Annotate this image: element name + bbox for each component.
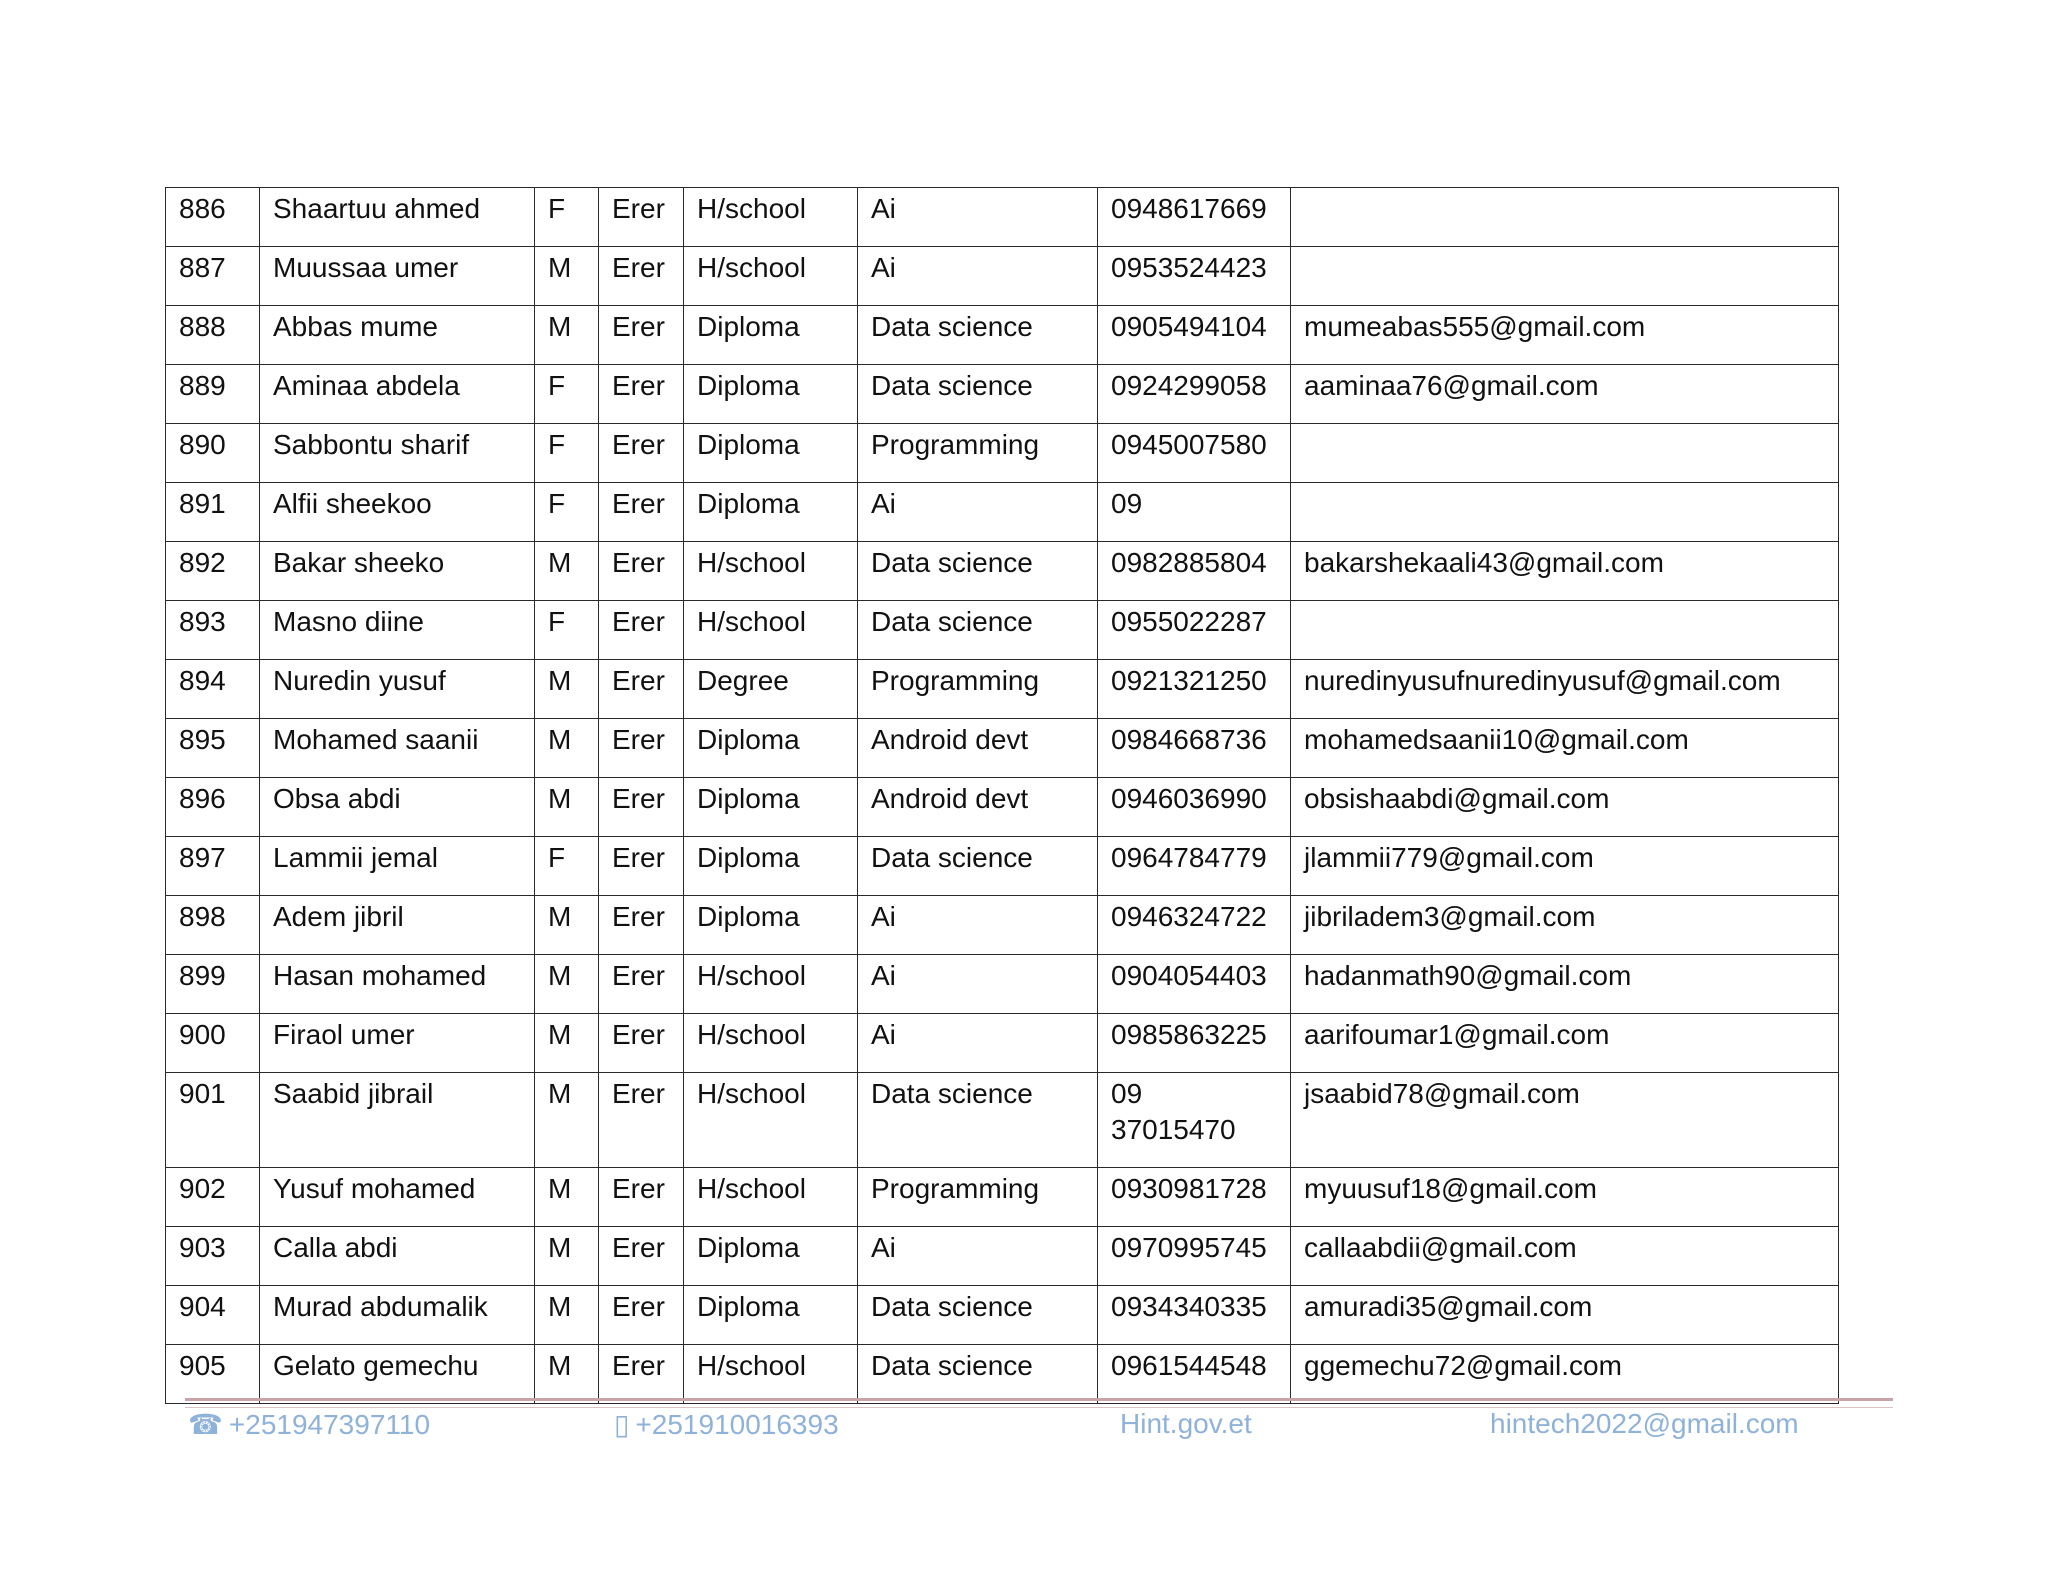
phone-cell: 0982885804: [1098, 542, 1291, 601]
table-row: [166, 837, 1839, 896]
phone-cell: 0984668736: [1098, 719, 1291, 778]
table-row: [166, 542, 1839, 601]
education-cell: Diploma: [684, 306, 858, 365]
field-cell: Data science: [858, 837, 1098, 896]
row-id-cell: 893: [166, 601, 260, 660]
phone-cell: 09: [1098, 483, 1291, 542]
name-cell: Gelato gemechu: [260, 1345, 535, 1404]
phone-cell: 0921321250: [1098, 660, 1291, 719]
table-row: [166, 306, 1839, 365]
footer-mobile: [614, 1408, 839, 1441]
name-cell: Saabid jibrail: [260, 1073, 535, 1168]
phone-cell: 0904054403: [1098, 955, 1291, 1014]
field-cell: Ai: [858, 955, 1098, 1014]
table-row: [166, 955, 1839, 1014]
row-id-cell: 891: [166, 483, 260, 542]
field-cell: Android devt: [858, 719, 1098, 778]
location-cell: Erer: [599, 719, 684, 778]
sex-cell: F: [535, 188, 599, 247]
row-id-cell: 894: [166, 660, 260, 719]
row-id-cell: 889: [166, 365, 260, 424]
name-cell: Calla abdi: [260, 1227, 535, 1286]
education-cell: H/school: [684, 188, 858, 247]
row-id-cell: 898: [166, 896, 260, 955]
email-cell: callaabdii@gmail.com: [1291, 1227, 1839, 1286]
table-row: [166, 601, 1839, 660]
email-cell: amuradi35@gmail.com: [1291, 1286, 1839, 1345]
name-cell: Alfii sheekoo: [260, 483, 535, 542]
table-row: [166, 1345, 1839, 1404]
sex-cell: M: [535, 1168, 599, 1227]
phone-cell: 0953524423: [1098, 247, 1291, 306]
education-cell: Diploma: [684, 1286, 858, 1345]
email-cell: mumeabas555@gmail.com: [1291, 306, 1839, 365]
row-id-cell: 887: [166, 247, 260, 306]
phone-cell: 0934340335: [1098, 1286, 1291, 1345]
phone-cell: 0970995745: [1098, 1227, 1291, 1286]
email-cell: ggemechu72@gmail.com: [1291, 1345, 1839, 1404]
name-cell: Shaartuu ahmed: [260, 188, 535, 247]
location-cell: Erer: [599, 1073, 684, 1168]
sex-cell: M: [535, 719, 599, 778]
sex-cell: M: [535, 542, 599, 601]
field-cell: Ai: [858, 896, 1098, 955]
email-cell: [1291, 247, 1839, 306]
phone-cell: 0946036990: [1098, 778, 1291, 837]
email-cell: jibriladem3@gmail.com: [1291, 896, 1839, 955]
email-cell: hadanmath90@gmail.com: [1291, 955, 1839, 1014]
phone-icon: ☎: [188, 1409, 223, 1440]
location-cell: Erer: [599, 1168, 684, 1227]
location-cell: Erer: [599, 837, 684, 896]
location-cell: Erer: [599, 542, 684, 601]
location-cell: Erer: [599, 1286, 684, 1345]
phone-cell: 0948617669: [1098, 188, 1291, 247]
education-cell: Diploma: [684, 837, 858, 896]
phone-cell: 0946324722: [1098, 896, 1291, 955]
name-cell: Nuredin yusuf: [260, 660, 535, 719]
row-id-cell: 900: [166, 1014, 260, 1073]
field-cell: Programming: [858, 660, 1098, 719]
location-cell: Erer: [599, 896, 684, 955]
location-cell: Erer: [599, 424, 684, 483]
table-row: [166, 1227, 1839, 1286]
email-cell: jlammii779@gmail.com: [1291, 837, 1839, 896]
education-cell: H/school: [684, 542, 858, 601]
table-row: [166, 660, 1839, 719]
row-id-cell: 892: [166, 542, 260, 601]
email-cell: [1291, 424, 1839, 483]
field-cell: Ai: [858, 483, 1098, 542]
field-cell: Data science: [858, 601, 1098, 660]
field-cell: Data science: [858, 1286, 1098, 1345]
footer-email[interactable]: hintech2022@gmail.com: [1490, 1408, 1799, 1439]
location-cell: Erer: [599, 955, 684, 1014]
sex-cell: M: [535, 778, 599, 837]
location-cell: Erer: [599, 247, 684, 306]
field-cell: Ai: [858, 1014, 1098, 1073]
table-row: [166, 424, 1839, 483]
education-cell: Diploma: [684, 896, 858, 955]
location-cell: Erer: [599, 1345, 684, 1404]
row-id-cell: 886: [166, 188, 260, 247]
sex-cell: M: [535, 1073, 599, 1168]
page-footer: [0, 1408, 2048, 1448]
name-cell: Firaol umer: [260, 1014, 535, 1073]
table-row: [166, 719, 1839, 778]
name-cell: Obsa abdi: [260, 778, 535, 837]
row-id-cell: 899: [166, 955, 260, 1014]
field-cell: Ai: [858, 188, 1098, 247]
footer-phone-number: +251947397110: [228, 1409, 431, 1440]
education-cell: Diploma: [684, 719, 858, 778]
email-cell: bakarshekaali43@gmail.com: [1291, 542, 1839, 601]
table-row: [166, 1168, 1839, 1227]
education-cell: H/school: [684, 247, 858, 306]
phone-cell: 0961544548: [1098, 1345, 1291, 1404]
footer-mobile-number: +251910016393: [635, 1409, 839, 1440]
email-cell: jsaabid78@gmail.com: [1291, 1073, 1839, 1168]
education-cell: H/school: [684, 1073, 858, 1168]
education-cell: H/school: [684, 1014, 858, 1073]
education-cell: Diploma: [684, 365, 858, 424]
location-cell: Erer: [599, 483, 684, 542]
phone-cell: 09 37015470: [1098, 1073, 1291, 1168]
sex-cell: M: [535, 1014, 599, 1073]
roster-body: [166, 188, 1839, 1404]
location-cell: Erer: [599, 188, 684, 247]
footer-divider: [185, 1398, 1893, 1408]
location-cell: Erer: [599, 1014, 684, 1073]
location-cell: Erer: [599, 778, 684, 837]
row-id-cell: 903: [166, 1227, 260, 1286]
field-cell: Android devt: [858, 778, 1098, 837]
field-cell: Data science: [858, 1345, 1098, 1404]
email-cell: obsishaabdi@gmail.com: [1291, 778, 1839, 837]
sex-cell: M: [535, 1286, 599, 1345]
sex-cell: M: [535, 1227, 599, 1286]
education-cell: Diploma: [684, 424, 858, 483]
phone-cell: 0930981728: [1098, 1168, 1291, 1227]
phone-cell: 0964784779: [1098, 837, 1291, 896]
name-cell: Lammii jemal: [260, 837, 535, 896]
row-id-cell: 901: [166, 1073, 260, 1168]
education-cell: Diploma: [684, 1227, 858, 1286]
table-row: [166, 483, 1839, 542]
name-cell: Masno diine: [260, 601, 535, 660]
phone-cell: 0955022287: [1098, 601, 1291, 660]
field-cell: Data science: [858, 306, 1098, 365]
name-cell: Sabbontu sharif: [260, 424, 535, 483]
field-cell: Data science: [858, 365, 1098, 424]
education-cell: Diploma: [684, 778, 858, 837]
table-row: [166, 896, 1839, 955]
table-row: [166, 365, 1839, 424]
row-id-cell: 904: [166, 1286, 260, 1345]
email-cell: mohamedsaanii10@gmail.com: [1291, 719, 1839, 778]
sex-cell: M: [535, 247, 599, 306]
location-cell: Erer: [599, 365, 684, 424]
name-cell: Muussaa umer: [260, 247, 535, 306]
email-cell: nuredinyusufnuredinyusuf@gmail.com: [1291, 660, 1839, 719]
name-cell: Mohamed saanii: [260, 719, 535, 778]
name-cell: Hasan mohamed: [260, 955, 535, 1014]
name-cell: Yusuf mohamed: [260, 1168, 535, 1227]
location-cell: Erer: [599, 306, 684, 365]
field-cell: Data science: [858, 1073, 1098, 1168]
education-cell: H/school: [684, 955, 858, 1014]
field-cell: Ai: [858, 247, 1098, 306]
sex-cell: M: [535, 955, 599, 1014]
sex-cell: M: [535, 660, 599, 719]
table-row: [166, 1073, 1839, 1168]
table-row: [166, 778, 1839, 837]
phone-cell: 0924299058: [1098, 365, 1291, 424]
field-cell: Programming: [858, 1168, 1098, 1227]
row-id-cell: 902: [166, 1168, 260, 1227]
name-cell: Murad abdumalik: [260, 1286, 535, 1345]
phone-cell: 0945007580: [1098, 424, 1291, 483]
name-cell: Aminaa abdela: [260, 365, 535, 424]
email-cell: [1291, 601, 1839, 660]
table-row: [166, 188, 1839, 247]
email-cell: aarifoumar1@gmail.com: [1291, 1014, 1839, 1073]
row-id-cell: 905: [166, 1345, 260, 1404]
email-cell: aaminaa76@gmail.com: [1291, 365, 1839, 424]
education-cell: Diploma: [684, 483, 858, 542]
table-row: [166, 1014, 1839, 1073]
sex-cell: F: [535, 601, 599, 660]
mobile-phone-icon: ▯: [614, 1409, 630, 1440]
location-cell: Erer: [599, 660, 684, 719]
email-cell: [1291, 188, 1839, 247]
location-cell: Erer: [599, 601, 684, 660]
email-cell: [1291, 483, 1839, 542]
sex-cell: F: [535, 365, 599, 424]
student-roster-table: [165, 187, 1839, 1404]
table-row: [166, 247, 1839, 306]
phone-cell: 0985863225: [1098, 1014, 1291, 1073]
sex-cell: F: [535, 424, 599, 483]
row-id-cell: 895: [166, 719, 260, 778]
name-cell: Bakar sheeko: [260, 542, 535, 601]
education-cell: H/school: [684, 1345, 858, 1404]
row-id-cell: 890: [166, 424, 260, 483]
field-cell: Data science: [858, 542, 1098, 601]
row-id-cell: 896: [166, 778, 260, 837]
education-cell: H/school: [684, 1168, 858, 1227]
education-cell: Degree: [684, 660, 858, 719]
footer-phone: [188, 1408, 430, 1441]
sex-cell: M: [535, 306, 599, 365]
row-id-cell: 888: [166, 306, 260, 365]
location-cell: Erer: [599, 1227, 684, 1286]
field-cell: Programming: [858, 424, 1098, 483]
sex-cell: M: [535, 896, 599, 955]
table-row: [166, 1286, 1839, 1345]
sex-cell: F: [535, 837, 599, 896]
name-cell: Adem jibril: [260, 896, 535, 955]
phone-cell: 0905494104: [1098, 306, 1291, 365]
sex-cell: F: [535, 483, 599, 542]
row-id-cell: 897: [166, 837, 260, 896]
sex-cell: M: [535, 1345, 599, 1404]
email-cell: myuusuf18@gmail.com: [1291, 1168, 1839, 1227]
name-cell: Abbas mume: [260, 306, 535, 365]
field-cell: Ai: [858, 1227, 1098, 1286]
footer-website[interactable]: Hint.gov.et: [1120, 1408, 1252, 1439]
education-cell: H/school: [684, 601, 858, 660]
